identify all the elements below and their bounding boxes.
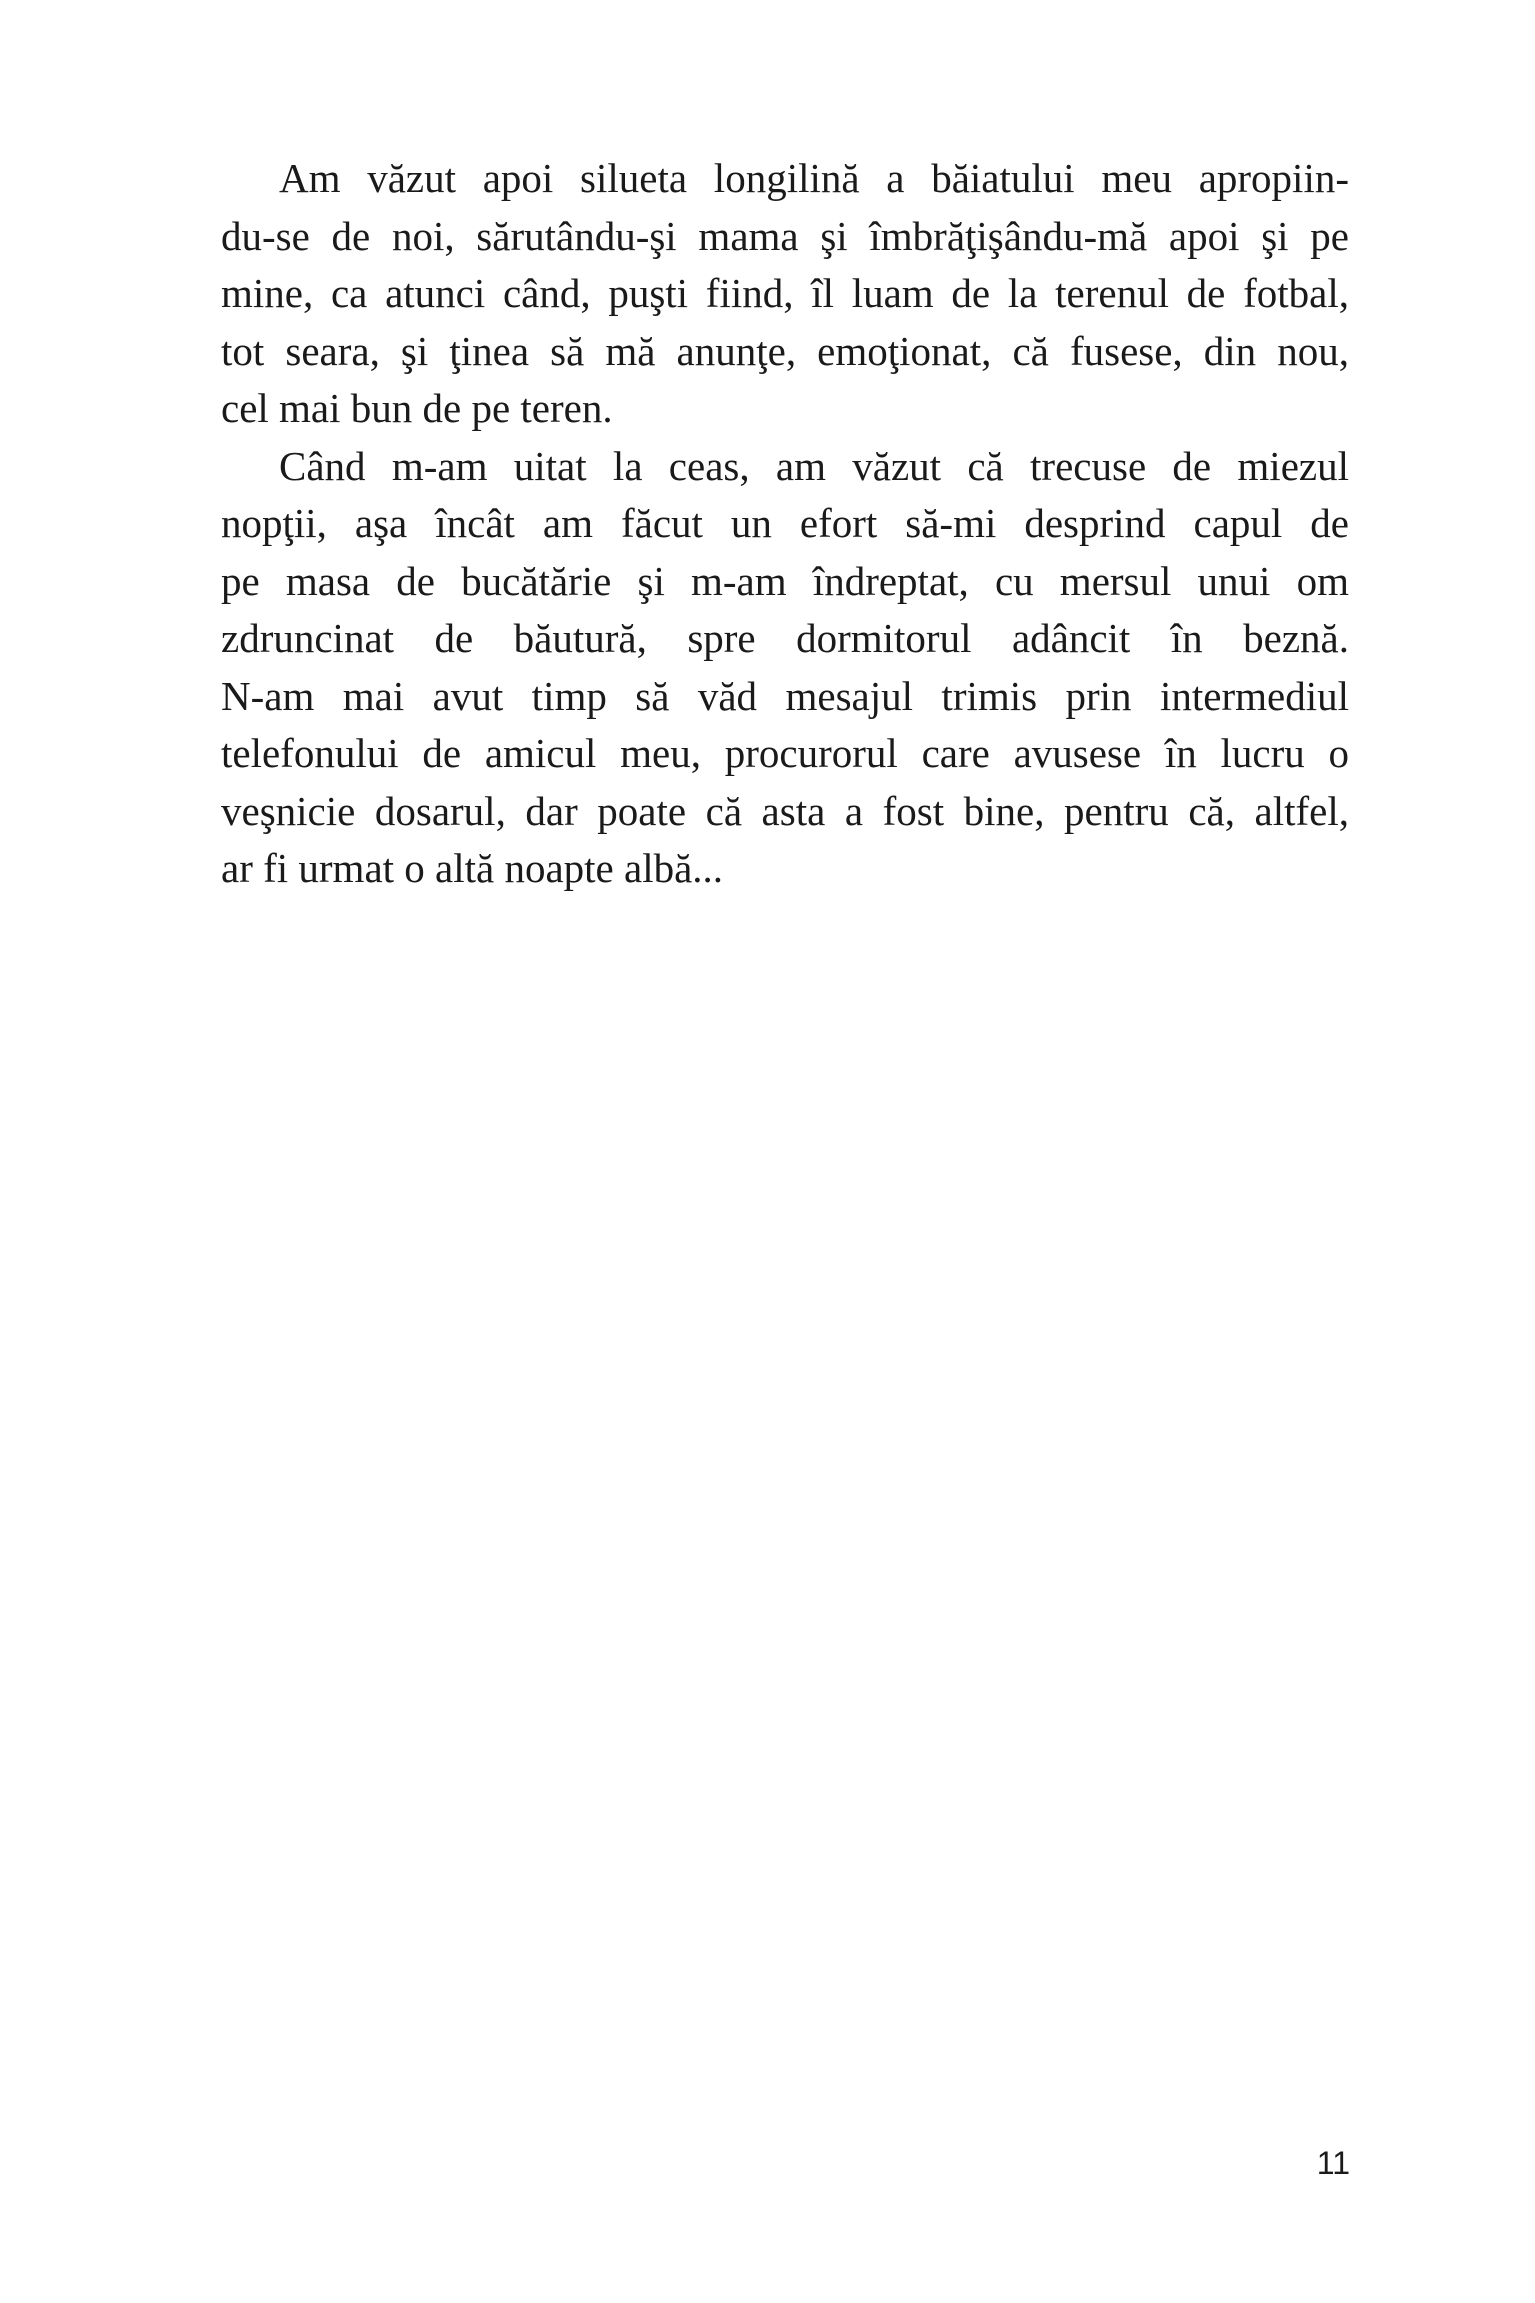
text-line: du-se de noi, sărutându-şi mama şi îmbrăţişându-mă apoi şi pe	[221, 212, 1349, 259]
text-line: tot seara, şi ţinea să mă anunţe, emoţionat, că fusese, din nou,	[221, 327, 1349, 374]
text-line: telefonului de amicul meu, procurorul care avusese în lucru o	[221, 730, 1349, 776]
text-line: mine, ca atunci când, puşti fiind, îl luam de la terenul de fotbal,	[221, 270, 1349, 316]
text-line: pe masa de bucătărie şi m-am îndreptat, cu mersul unui om	[221, 557, 1349, 604]
text-line: N-am mai avut timp să văd mesajul trimis prin intermediul	[221, 672, 1349, 719]
text-line: Am văzut apoi silueta longilină a băiatului meu apropiin-	[279, 155, 1349, 201]
text-line: nopţii, aşa încât am făcut un efort să-mi desprind capul de	[221, 500, 1349, 546]
text-line: ar fi urmat o altă noapte albă...	[221, 845, 724, 891]
text-line: veşnicie dosarul, dar poate că asta a fost bine, pentru că, altfel,	[221, 787, 1349, 834]
text-line: Când m-am uitat la ceas, am văzut că trecuse de miezul	[279, 442, 1349, 489]
text-line: cel mai bun de pe teren.	[221, 385, 613, 431]
body-text	[221, 150, 1349, 898]
text-line: zdruncinat de băutură, spre dormitorul adâncit în beznă.	[221, 615, 1349, 661]
paragraph-2	[221, 438, 1349, 898]
paragraph-1	[221, 150, 1349, 438]
page-number: 11	[1316, 2145, 1350, 2181]
